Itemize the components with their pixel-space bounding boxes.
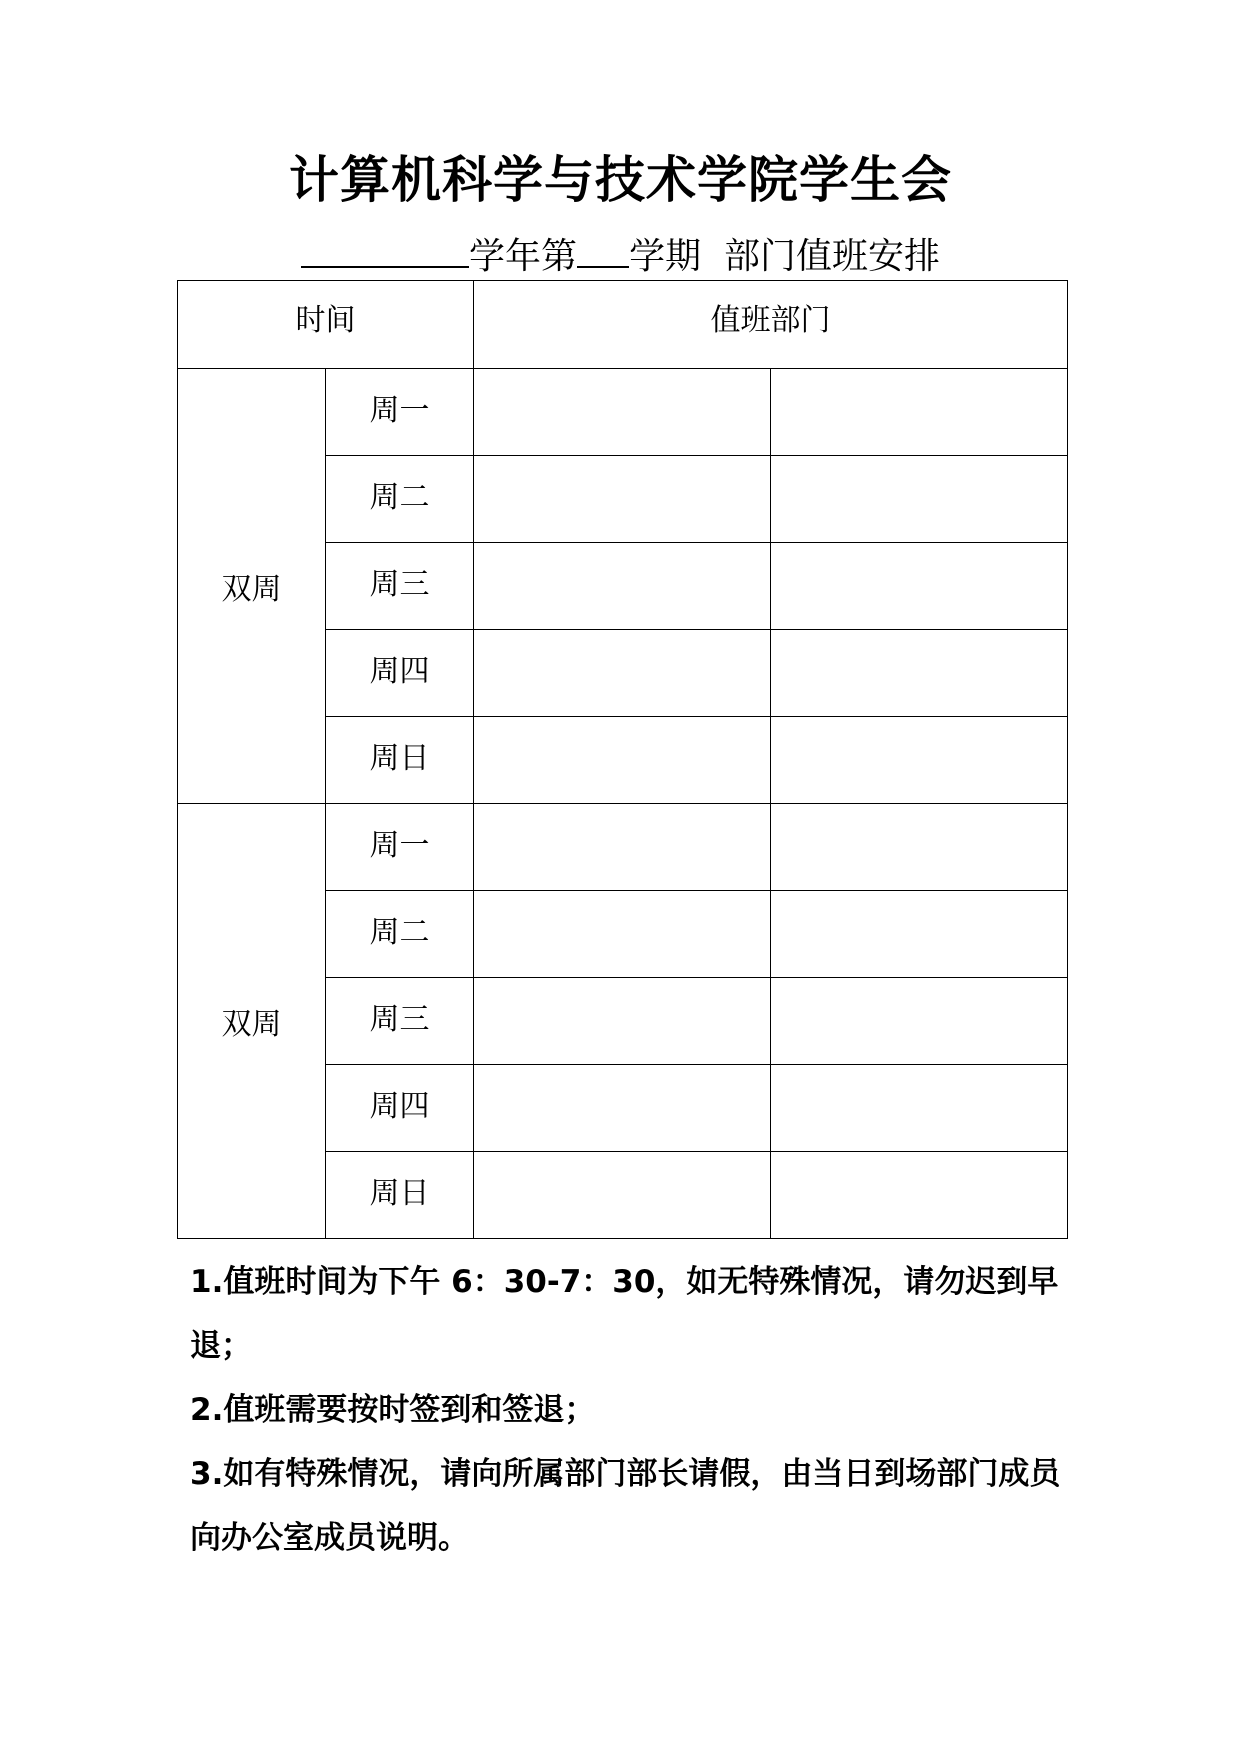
- department-cell[interactable]: [771, 456, 1068, 543]
- day-label: 周一: [326, 804, 474, 891]
- rule-item: 2.值班需要按时签到和签退；: [190, 1392, 596, 1428]
- header-time: 时间: [178, 281, 474, 369]
- header-department: 值班部门: [474, 281, 1068, 369]
- rule-item: 1.值班时间为下午 6：30-7：30，如无特殊情况，请勿迟到早退；: [190, 1264, 1059, 1364]
- department-cell[interactable]: [474, 804, 771, 891]
- semester-blank[interactable]: [577, 226, 629, 268]
- department-cell[interactable]: [474, 369, 771, 456]
- department-cell[interactable]: [771, 1152, 1068, 1239]
- department-cell[interactable]: [474, 1152, 771, 1239]
- department-cell[interactable]: [474, 543, 771, 630]
- subtitle-part1: 学年第: [469, 236, 578, 277]
- department-cell[interactable]: [771, 717, 1068, 804]
- department-cell[interactable]: [771, 369, 1068, 456]
- department-cell[interactable]: [771, 1065, 1068, 1152]
- department-cell[interactable]: [474, 1065, 771, 1152]
- department-cell[interactable]: [771, 630, 1068, 717]
- duty-rules: [190, 1250, 1070, 1570]
- academic-year-blank[interactable]: [301, 226, 469, 268]
- duty-schedule-table: [177, 280, 1068, 1239]
- day-label: 周二: [326, 456, 474, 543]
- day-label: 周一: [326, 369, 474, 456]
- week-group-label: 双周: [178, 804, 326, 1239]
- department-cell[interactable]: [474, 456, 771, 543]
- table-row: [178, 369, 1068, 456]
- table-header-row: [178, 281, 1068, 369]
- day-label: 周四: [326, 1065, 474, 1152]
- department-cell[interactable]: [474, 717, 771, 804]
- department-cell[interactable]: [771, 978, 1068, 1065]
- subtitle-part2: 学期 部门值班安排: [629, 236, 940, 277]
- department-cell[interactable]: [771, 804, 1068, 891]
- day-label: 周三: [326, 543, 474, 630]
- day-label: 周日: [326, 1152, 474, 1239]
- day-label: 周四: [326, 630, 474, 717]
- document-subtitle: [0, 226, 1241, 282]
- department-cell[interactable]: [474, 891, 771, 978]
- day-label: 周三: [326, 978, 474, 1065]
- rule-item: 3.如有特殊情况，请向所属部门部长请假，由当日到场部门成员向办公室成员说明。: [190, 1456, 1061, 1556]
- table-row: [178, 804, 1068, 891]
- document-title: 计算机科学与技术学院学生会: [289, 151, 952, 209]
- day-label: 周日: [326, 717, 474, 804]
- department-cell[interactable]: [474, 630, 771, 717]
- week-group-label: 双周: [178, 369, 326, 804]
- department-cell[interactable]: [771, 543, 1068, 630]
- department-cell[interactable]: [771, 891, 1068, 978]
- day-label: 周二: [326, 891, 474, 978]
- department-cell[interactable]: [474, 978, 771, 1065]
